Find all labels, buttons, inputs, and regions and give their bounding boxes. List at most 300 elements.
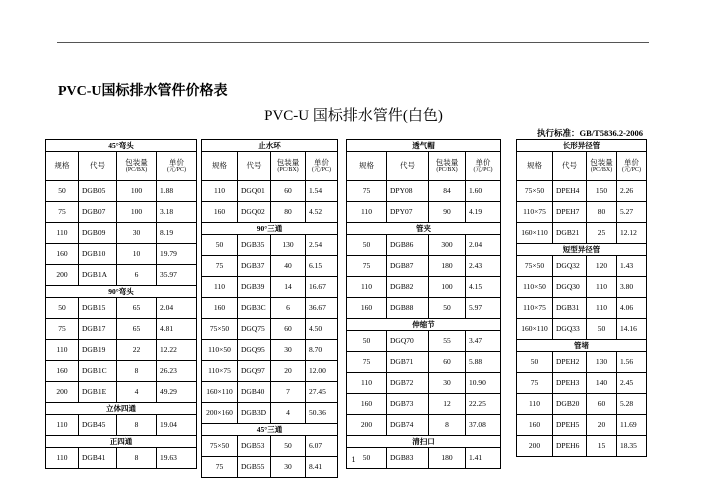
header-code: 代号 bbox=[553, 152, 587, 181]
table-row bbox=[347, 256, 501, 277]
header-pack bbox=[429, 152, 466, 181]
cell-spec: 50 bbox=[347, 235, 387, 256]
cell-pack: 10 bbox=[117, 244, 157, 265]
cell-code: DGB21 bbox=[553, 223, 587, 244]
section-title: 45°三通 bbox=[202, 424, 338, 436]
cell-code: DGB17 bbox=[79, 319, 117, 340]
table-row bbox=[517, 394, 647, 415]
section-row bbox=[46, 403, 197, 415]
header-pack-unit: (PC/BX) bbox=[125, 166, 148, 173]
cell-pack: 100 bbox=[429, 277, 466, 298]
cell-spec: 110×75 bbox=[202, 361, 238, 382]
cell-price: 37.08 bbox=[466, 415, 501, 436]
cell-pack: 65 bbox=[117, 319, 157, 340]
section-row bbox=[517, 340, 647, 352]
cell-pack: 20 bbox=[587, 415, 617, 436]
cell-pack: 130 bbox=[271, 235, 306, 256]
cell-spec: 110×50 bbox=[517, 277, 553, 298]
table-row bbox=[202, 298, 338, 319]
cell-pack: 4 bbox=[271, 403, 306, 424]
cell-price: 3.80 bbox=[617, 277, 647, 298]
table-row bbox=[347, 394, 501, 415]
cell-code: DGB74 bbox=[387, 415, 429, 436]
cell-price: 2.04 bbox=[157, 298, 197, 319]
cell-price: 5.28 bbox=[617, 394, 647, 415]
header-pack-label: 包装量 bbox=[590, 157, 613, 167]
cell-pack: 60 bbox=[271, 319, 306, 340]
cell-pack: 60 bbox=[429, 352, 466, 373]
cell-price: 1.41 bbox=[466, 448, 501, 469]
section-title: 45°弯头 bbox=[46, 140, 197, 152]
cell-code: DGB71 bbox=[387, 352, 429, 373]
cell-spec: 160×110 bbox=[517, 319, 553, 340]
header-pack-unit: (PC/BX) bbox=[277, 166, 299, 173]
cell-pack: 65 bbox=[117, 298, 157, 319]
cell-code: DGB3D bbox=[238, 403, 271, 424]
section-row bbox=[46, 436, 197, 448]
table-row bbox=[347, 181, 501, 202]
cell-spec: 160 bbox=[202, 202, 238, 223]
cell-pack: 120 bbox=[587, 256, 617, 277]
cell-code: DGQ01 bbox=[238, 181, 271, 202]
header-pack bbox=[587, 152, 617, 181]
cell-spec: 75×50 bbox=[202, 436, 238, 457]
section-row bbox=[517, 140, 647, 152]
cell-price: 36.67 bbox=[306, 298, 338, 319]
header-price bbox=[466, 152, 501, 181]
table-row bbox=[202, 403, 338, 424]
table-row bbox=[202, 340, 338, 361]
table-row bbox=[46, 361, 197, 382]
header-spec: 规格 bbox=[517, 152, 553, 181]
cell-spec: 200 bbox=[347, 415, 387, 436]
cell-pack: 50 bbox=[587, 319, 617, 340]
price-table-col1 bbox=[45, 139, 197, 469]
table-row bbox=[46, 340, 197, 361]
table-row bbox=[347, 331, 501, 352]
cell-pack: 40 bbox=[271, 256, 306, 277]
cell-code: DPY07 bbox=[387, 202, 429, 223]
cell-pack: 100 bbox=[117, 202, 157, 223]
cell-spec: 200 bbox=[517, 436, 553, 457]
table-row bbox=[517, 223, 647, 244]
cell-price: 5.27 bbox=[617, 202, 647, 223]
header-pack bbox=[117, 152, 157, 181]
page-number: 1 bbox=[351, 455, 356, 464]
cell-pack: 8 bbox=[117, 415, 157, 436]
price-table-col2 bbox=[201, 139, 338, 478]
section-title: 清扫口 bbox=[347, 436, 501, 448]
cell-price: 4.52 bbox=[306, 202, 338, 223]
header-pack-label: 包装量 bbox=[125, 157, 148, 167]
header-pack-label: 包装量 bbox=[435, 157, 459, 167]
cell-spec: 50 bbox=[46, 298, 79, 319]
cell-code: DPEH7 bbox=[553, 202, 587, 223]
table-row bbox=[202, 235, 338, 256]
price-table-col3 bbox=[346, 139, 501, 469]
cell-price: 8.70 bbox=[306, 340, 338, 361]
header-pack-unit: (PC/BX) bbox=[436, 166, 458, 173]
header-price-label: 单价 bbox=[314, 157, 329, 167]
cell-spec: 110 bbox=[46, 448, 79, 469]
table-row bbox=[202, 202, 338, 223]
section-title: 短型异径管 bbox=[517, 244, 647, 256]
table-row bbox=[202, 382, 338, 403]
header-price-unit: (元/PC) bbox=[166, 166, 186, 173]
cell-pack: 25 bbox=[587, 223, 617, 244]
cell-price: 2.54 bbox=[306, 235, 338, 256]
cell-spec: 110 bbox=[202, 181, 238, 202]
cell-code: DPEH5 bbox=[553, 415, 587, 436]
header-pack bbox=[271, 152, 306, 181]
cell-code: DGB53 bbox=[238, 436, 271, 457]
table-row bbox=[347, 277, 501, 298]
cell-pack: 15 bbox=[587, 436, 617, 457]
cell-code: DGQ95 bbox=[238, 340, 271, 361]
cell-code: DGB20 bbox=[553, 394, 587, 415]
cell-pack: 110 bbox=[587, 298, 617, 319]
document-title: PVC-U国标排水管件价格表 bbox=[58, 84, 228, 99]
cell-pack: 55 bbox=[429, 331, 466, 352]
header-price bbox=[617, 152, 647, 181]
table-row bbox=[46, 202, 197, 223]
header-pack-label: 包装量 bbox=[276, 157, 300, 167]
cell-code: DGQ32 bbox=[553, 256, 587, 277]
cell-spec: 160 bbox=[347, 394, 387, 415]
cell-code: DGB82 bbox=[387, 277, 429, 298]
cell-code: DGB39 bbox=[238, 277, 271, 298]
cell-spec: 160×110 bbox=[517, 223, 553, 244]
cell-spec: 200 bbox=[46, 382, 79, 403]
cell-spec: 50 bbox=[46, 181, 79, 202]
section-row bbox=[202, 424, 338, 436]
cell-spec: 200 bbox=[46, 265, 79, 286]
header-code: 代号 bbox=[238, 152, 271, 181]
cell-price: 1.60 bbox=[466, 181, 501, 202]
table-row bbox=[347, 298, 501, 319]
section-title: 伸缩节 bbox=[347, 319, 501, 331]
table-row bbox=[517, 373, 647, 394]
header-price bbox=[157, 152, 197, 181]
cell-code: DGB40 bbox=[238, 382, 271, 403]
cell-spec: 75×50 bbox=[517, 181, 553, 202]
cell-price: 1.43 bbox=[617, 256, 647, 277]
section-title: 立体四通 bbox=[46, 403, 197, 415]
cell-price: 2.43 bbox=[466, 256, 501, 277]
cell-code: DGQ33 bbox=[553, 319, 587, 340]
cell-code: DGB83 bbox=[387, 448, 429, 469]
cell-price: 1.56 bbox=[617, 352, 647, 373]
cell-code: DGB1E bbox=[79, 382, 117, 403]
cell-pack: 130 bbox=[587, 352, 617, 373]
cell-price: 16.67 bbox=[306, 277, 338, 298]
cell-code: DGB3C bbox=[238, 298, 271, 319]
table-row bbox=[202, 436, 338, 457]
cell-code: DGQ97 bbox=[238, 361, 271, 382]
cell-code: DPY08 bbox=[387, 181, 429, 202]
section-title: 管夹 bbox=[347, 223, 501, 235]
header-price-label: 单价 bbox=[169, 157, 184, 167]
cell-spec: 110 bbox=[517, 394, 553, 415]
section-row bbox=[347, 223, 501, 235]
cell-code: DPEH4 bbox=[553, 181, 587, 202]
cell-spec: 110×75 bbox=[517, 298, 553, 319]
cell-price: 1.88 bbox=[157, 181, 197, 202]
cell-spec: 110 bbox=[347, 202, 387, 223]
cell-pack: 30 bbox=[271, 340, 306, 361]
cell-price: 11.69 bbox=[617, 415, 647, 436]
table-row bbox=[202, 181, 338, 202]
cell-spec: 110 bbox=[347, 277, 387, 298]
standard-note: 执行标准：GB/T5836.2-2006 bbox=[536, 128, 643, 138]
section-row bbox=[46, 286, 197, 298]
cell-price: 5.88 bbox=[466, 352, 501, 373]
section-row bbox=[202, 223, 338, 235]
header-pack-unit: (PC/BX) bbox=[590, 166, 613, 173]
cell-spec: 160 bbox=[347, 298, 387, 319]
cell-pack: 60 bbox=[587, 394, 617, 415]
cell-spec: 160 bbox=[202, 298, 238, 319]
header-spec: 规格 bbox=[202, 152, 238, 181]
cell-code: DGB45 bbox=[79, 415, 117, 436]
cell-spec: 160 bbox=[517, 415, 553, 436]
cell-price: 8.41 bbox=[306, 457, 338, 478]
table-row bbox=[46, 265, 197, 286]
cell-price: 14.16 bbox=[617, 319, 647, 340]
cell-price: 12.12 bbox=[617, 223, 647, 244]
table-row bbox=[517, 181, 647, 202]
cell-price: 4.50 bbox=[306, 319, 338, 340]
cell-spec: 110×75 bbox=[517, 202, 553, 223]
table-row bbox=[202, 361, 338, 382]
cell-pack: 12 bbox=[429, 394, 466, 415]
table-row bbox=[347, 373, 501, 394]
table-row bbox=[517, 415, 647, 436]
cell-spec: 110 bbox=[46, 223, 79, 244]
section-row bbox=[202, 140, 338, 152]
header-spec: 规格 bbox=[46, 152, 79, 181]
cell-pack: 4 bbox=[117, 382, 157, 403]
table-row bbox=[46, 223, 197, 244]
cell-price: 50.36 bbox=[306, 403, 338, 424]
cell-price: 6.07 bbox=[306, 436, 338, 457]
cell-spec: 50 bbox=[202, 235, 238, 256]
cell-code: DGB05 bbox=[79, 181, 117, 202]
header-row bbox=[202, 152, 338, 181]
cell-pack: 60 bbox=[271, 181, 306, 202]
section-row bbox=[46, 140, 197, 152]
table-title: PVC-U 国标排水管件(白色) bbox=[264, 108, 443, 124]
header-code: 代号 bbox=[387, 152, 429, 181]
section-row bbox=[347, 140, 501, 152]
cell-code: DGQ75 bbox=[238, 319, 271, 340]
cell-pack: 8 bbox=[429, 415, 466, 436]
cell-pack: 110 bbox=[587, 277, 617, 298]
cell-price: 49.29 bbox=[157, 382, 197, 403]
section-title: 止水环 bbox=[202, 140, 338, 152]
section-title: 90°弯头 bbox=[46, 286, 197, 298]
cell-pack: 7 bbox=[271, 382, 306, 403]
cell-pack: 150 bbox=[587, 181, 617, 202]
cell-price: 18.35 bbox=[617, 436, 647, 457]
table-row bbox=[347, 415, 501, 436]
cell-spec: 110 bbox=[347, 373, 387, 394]
cell-price: 6.15 bbox=[306, 256, 338, 277]
cell-spec: 50 bbox=[347, 448, 387, 469]
cell-spec: 200×160 bbox=[202, 403, 238, 424]
cell-code: DGB55 bbox=[238, 457, 271, 478]
cell-price: 35.97 bbox=[157, 265, 197, 286]
cell-price: 2.26 bbox=[617, 181, 647, 202]
section-title: 长形异径管 bbox=[517, 140, 647, 152]
cell-code: DGB09 bbox=[79, 223, 117, 244]
cell-spec: 110 bbox=[46, 415, 79, 436]
top-rule bbox=[57, 42, 649, 43]
cell-pack: 8 bbox=[117, 448, 157, 469]
cell-price: 4.19 bbox=[466, 202, 501, 223]
cell-price: 3.18 bbox=[157, 202, 197, 223]
section-title: 正四通 bbox=[46, 436, 197, 448]
cell-price: 4.81 bbox=[157, 319, 197, 340]
table-row bbox=[517, 352, 647, 373]
cell-spec: 160×110 bbox=[202, 382, 238, 403]
cell-price: 5.97 bbox=[466, 298, 501, 319]
table-row bbox=[517, 277, 647, 298]
cell-code: DGQ02 bbox=[238, 202, 271, 223]
header-price-unit: (元/PC) bbox=[473, 166, 493, 173]
header-price-label: 单价 bbox=[475, 157, 491, 167]
cell-pack: 100 bbox=[117, 181, 157, 202]
cell-code: DPEH3 bbox=[553, 373, 587, 394]
cell-spec: 110 bbox=[46, 340, 79, 361]
cell-spec: 50 bbox=[347, 331, 387, 352]
table-row bbox=[46, 319, 197, 340]
header-price bbox=[306, 152, 338, 181]
cell-pack: 180 bbox=[429, 256, 466, 277]
section-row bbox=[347, 319, 501, 331]
cell-spec: 160 bbox=[46, 244, 79, 265]
table-row bbox=[517, 256, 647, 277]
cell-pack: 300 bbox=[429, 235, 466, 256]
table-row bbox=[517, 319, 647, 340]
cell-code: DGB07 bbox=[79, 202, 117, 223]
cell-price: 3.47 bbox=[466, 331, 501, 352]
cell-code: DGQ30 bbox=[553, 277, 587, 298]
header-price-unit: (元/PC) bbox=[311, 166, 331, 173]
cell-pack: 80 bbox=[587, 202, 617, 223]
cell-pack: 30 bbox=[117, 223, 157, 244]
cell-spec: 75 bbox=[46, 202, 79, 223]
cell-code: DGB37 bbox=[238, 256, 271, 277]
cell-price: 1.54 bbox=[306, 181, 338, 202]
table-row bbox=[46, 415, 197, 436]
table-row bbox=[46, 244, 197, 265]
table-row bbox=[347, 202, 501, 223]
section-title: 透气帽 bbox=[347, 140, 501, 152]
cell-code: DGB1A bbox=[79, 265, 117, 286]
cell-pack: 80 bbox=[271, 202, 306, 223]
header-row bbox=[347, 152, 501, 181]
cell-price: 12.00 bbox=[306, 361, 338, 382]
cell-price: 22.25 bbox=[466, 394, 501, 415]
cell-code: DGB88 bbox=[387, 298, 429, 319]
section-title: 90°三通 bbox=[202, 223, 338, 235]
cell-pack: 140 bbox=[587, 373, 617, 394]
cell-pack: 6 bbox=[271, 298, 306, 319]
table-row bbox=[347, 235, 501, 256]
cell-price: 4.15 bbox=[466, 277, 501, 298]
cell-code: DGB31 bbox=[553, 298, 587, 319]
cell-spec: 160 bbox=[46, 361, 79, 382]
cell-pack: 6 bbox=[117, 265, 157, 286]
cell-price: 19.04 bbox=[157, 415, 197, 436]
header-spec: 规格 bbox=[347, 152, 387, 181]
cell-code: DPEH2 bbox=[553, 352, 587, 373]
table-row bbox=[517, 436, 647, 457]
cell-pack: 8 bbox=[117, 361, 157, 382]
cell-price: 12.22 bbox=[157, 340, 197, 361]
header-price-unit: (元/PC) bbox=[621, 166, 641, 173]
cell-spec: 110 bbox=[202, 277, 238, 298]
cell-price: 19.63 bbox=[157, 448, 197, 469]
cell-spec: 75×50 bbox=[202, 319, 238, 340]
header-price-label: 单价 bbox=[624, 157, 639, 167]
cell-code: DGB1C bbox=[79, 361, 117, 382]
cell-spec: 75×50 bbox=[517, 256, 553, 277]
table-row bbox=[202, 256, 338, 277]
cell-price: 8.19 bbox=[157, 223, 197, 244]
cell-spec: 75 bbox=[517, 373, 553, 394]
cell-pack: 50 bbox=[271, 436, 306, 457]
section-row bbox=[347, 436, 501, 448]
header-code: 代号 bbox=[79, 152, 117, 181]
table-row bbox=[46, 298, 197, 319]
cell-spec: 75 bbox=[347, 352, 387, 373]
cell-code: DPEH6 bbox=[553, 436, 587, 457]
cell-pack: 22 bbox=[117, 340, 157, 361]
cell-spec: 75 bbox=[347, 256, 387, 277]
cell-spec: 75 bbox=[46, 319, 79, 340]
cell-code: DGB10 bbox=[79, 244, 117, 265]
cell-code: DGB35 bbox=[238, 235, 271, 256]
cell-price: 26.23 bbox=[157, 361, 197, 382]
header-row bbox=[46, 152, 197, 181]
cell-price: 27.45 bbox=[306, 382, 338, 403]
cell-code: DGQ70 bbox=[387, 331, 429, 352]
section-row bbox=[517, 244, 647, 256]
table-row bbox=[347, 352, 501, 373]
cell-code: DGB72 bbox=[387, 373, 429, 394]
cell-pack: 50 bbox=[429, 298, 466, 319]
cell-pack: 30 bbox=[429, 373, 466, 394]
header-row bbox=[517, 152, 647, 181]
section-title: 管堵 bbox=[517, 340, 647, 352]
table-row bbox=[202, 277, 338, 298]
cell-pack: 180 bbox=[429, 448, 466, 469]
table-row bbox=[46, 181, 197, 202]
table-row bbox=[517, 298, 647, 319]
table-row bbox=[517, 202, 647, 223]
table-row bbox=[202, 319, 338, 340]
cell-pack: 30 bbox=[271, 457, 306, 478]
price-table-col4 bbox=[516, 139, 647, 457]
cell-code: DGB87 bbox=[387, 256, 429, 277]
table-row bbox=[46, 382, 197, 403]
cell-spec: 75 bbox=[202, 457, 238, 478]
cell-spec: 50 bbox=[517, 352, 553, 373]
cell-pack: 20 bbox=[271, 361, 306, 382]
cell-code: DGB73 bbox=[387, 394, 429, 415]
